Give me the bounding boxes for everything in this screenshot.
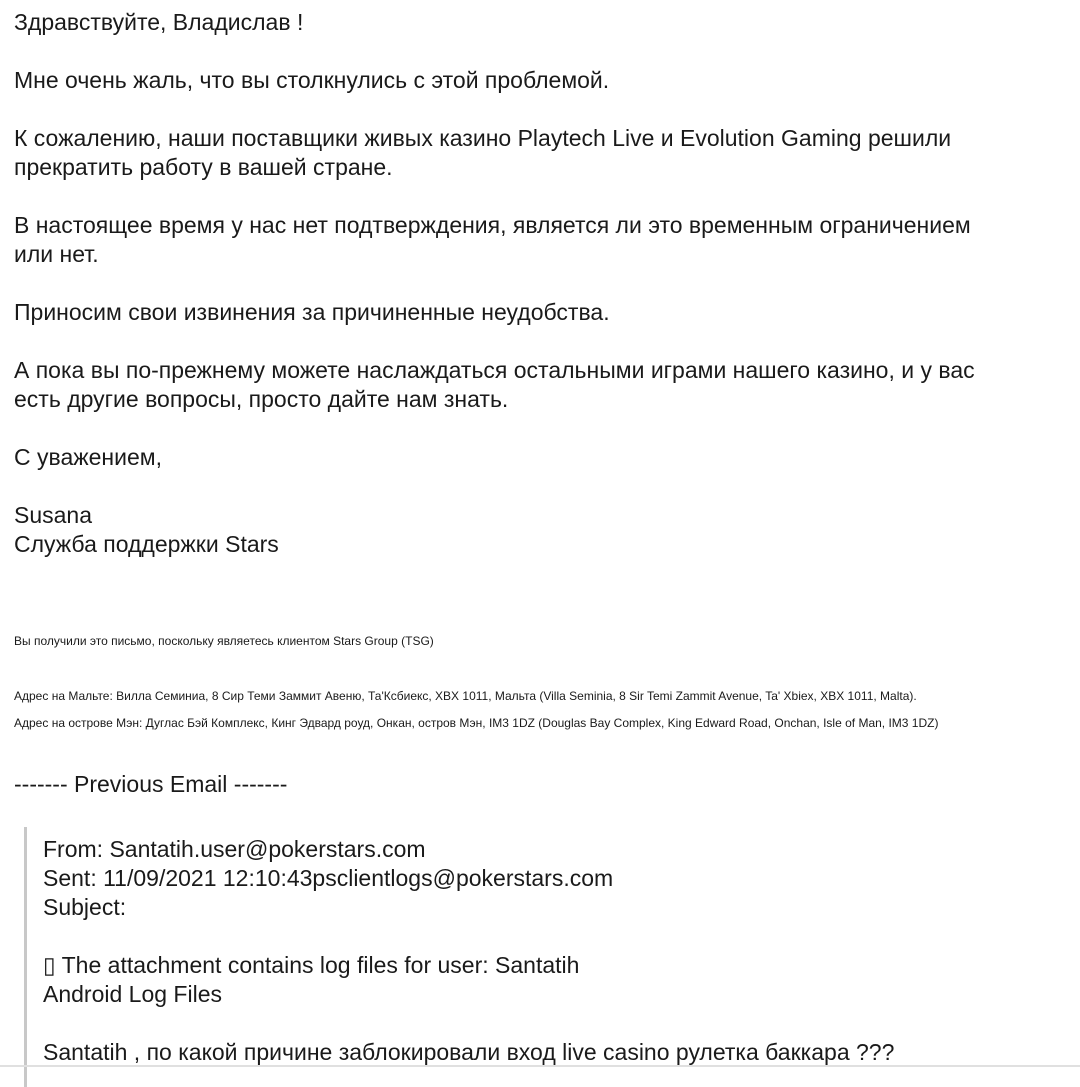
closing: С уважением, xyxy=(14,444,162,470)
previous-sent: Sent: 11/09/2021 12:10:43psclientlogs@pokerstars.com xyxy=(43,865,614,891)
previous-email-divider: ------- Previous Email ------- xyxy=(14,771,288,797)
address-isle-of-man: Адрес на острове Мэн: Дуглас Бэй Комплекс, Кинг Эдвард роуд, Онкан, остров Мэн, IM3 1DZ (Douglas Bay Complex, King Edward Road, Onchan, Isle of Man, IM3 1DZ) xyxy=(14,716,939,730)
previous-attachment-line: ▯ The attachment contains log files for user: Santatih xyxy=(43,952,580,978)
address-malta: Адрес на Мальте: Вилла Семиниа, 8 Сир Теми Заммит Авеню, Та'Ксбиекс, XBX 1011, Мальта (Villa Seminia, 8 Sir Temi Zammit Avenue, Ta' Xbiex, XBX 1011, Malta). xyxy=(14,689,917,703)
previous-email-quote xyxy=(24,827,1066,1087)
paragraph-apology: Мне очень жаль, что вы столкнулись с этой проблемой. xyxy=(14,67,610,93)
paragraph-confirmation: В настоящее время у нас нет подтверждения, является ли это временным ограничением или нет. xyxy=(14,212,971,267)
greeting: Здравствуйте, Владислав ! xyxy=(14,9,304,35)
signature-team: Служба поддержки Stars xyxy=(14,531,279,557)
signature-name: Susana xyxy=(14,502,93,528)
paragraph-other-games: А пока вы по-прежнему можете наслаждаться остальными играми нашего казино, и у вас есть другие вопросы, просто дайте нам знать. xyxy=(14,357,975,412)
previous-log-type: Android Log Files xyxy=(43,981,222,1007)
paragraph-providers: К сожалению, наши поставщики живых казино Playtech Live и Evolution Gaming решили прекратить работу в вашей стране. xyxy=(14,125,952,180)
previous-subject: Subject: xyxy=(43,894,127,920)
paragraph-regret: Приносим свои извинения за причиненные неудобства. xyxy=(14,299,610,325)
previous-user-message: Santatih , по какой причине заблокировали вход live casino рулетка баккара ??? xyxy=(43,1039,895,1065)
previous-from: From: Santatih.user@pokerstars.com xyxy=(43,836,426,862)
footer-notice: Вы получили это письмо, поскольку являетесь клиентом Stars Group (TSG) xyxy=(14,634,434,648)
